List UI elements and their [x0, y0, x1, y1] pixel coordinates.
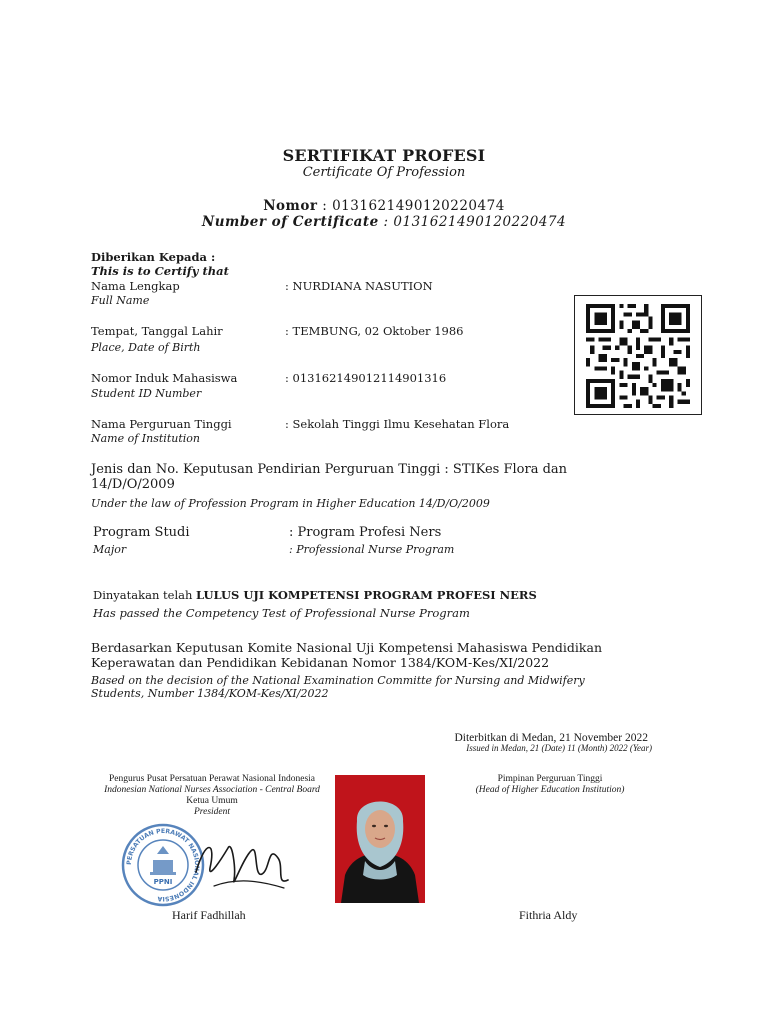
right-org-en: (Head of Higher Education Institution) [475, 785, 625, 795]
passed-statement [93, 588, 537, 602]
given-to-label: Diberikan Kepada : [91, 250, 216, 264]
certificate-number-id: Nomor : 0131621490120220474 [263, 198, 505, 214]
full-name-label-en: Full Name [91, 294, 150, 307]
number-value: 0131621490120220474 [393, 214, 567, 230]
right-signatory-name: Fithria Aldy [519, 908, 578, 922]
number-label: Number of Certificate [201, 214, 379, 230]
birth-value: : TEMBUNG, 02 Oktober 1986 [285, 324, 464, 338]
basis-text [91, 640, 602, 670]
qr-code [574, 295, 702, 415]
left-role: Ketua Umum [186, 796, 238, 806]
full-name-label: Nama Lengkap [91, 279, 180, 293]
basis-en-line-1: Based on the decision of the National Examination Committe for Nursing and Midwifery [91, 674, 585, 687]
program-label-en: Major [93, 543, 127, 556]
left-role-en: President [193, 807, 231, 817]
basis-line-2: Keperawatan dan Pendidikan Kebidanan Nomor 1384/KOM-Kes/XI/2022 [91, 655, 550, 670]
program-label: Program Studi [93, 525, 190, 540]
basis-en-line-2: Students, Number 1384/KOM-Kes/XI/2022 [91, 687, 329, 700]
nomor-label: Nomor [263, 198, 318, 214]
holder-photo [335, 775, 425, 903]
program-value-en: : Professional Nurse Program [289, 543, 455, 556]
right-signatory-header [440, 774, 660, 796]
basis-text-en [91, 674, 585, 700]
full-name-value: : NURDIANA NASUTION [285, 279, 433, 293]
handwritten-signature-icon [188, 828, 298, 898]
passed-statement-en: Has passed the Competency Test of Professional Nurse Program [93, 606, 470, 620]
birth-label-en: Place, Date of Birth [91, 341, 201, 354]
left-signatory-header [92, 774, 332, 818]
right-org: Pimpinan Perguruan Tinggi [497, 774, 603, 784]
program-value: : Program Profesi Ners [289, 525, 442, 540]
institution-label-en: Name of Institution [91, 432, 200, 445]
portrait-icon [335, 775, 425, 903]
passed-title: LULUS UJI KOMPETENSI PROGRAM PROFESI NERS [196, 588, 537, 602]
decree-line-2: 14/D/O/2009 [91, 477, 175, 492]
passed-prefix: Dinyatakan telah [93, 588, 197, 602]
birth-label: Tempat, Tanggal Lahir [91, 324, 223, 338]
student-id-value: : 013162149012114901316 [285, 371, 447, 385]
basis-line-1: Berdasarkan Keputusan Komite Nasional Uji Kompetensi Mahasiswa Pendidikan [91, 640, 602, 655]
institution-value: : Sekolah Tinggi Ilmu Kesehatan Flora [285, 417, 510, 431]
left-org-en: Indonesian National Nurses Association - Central Board [104, 785, 320, 795]
decree-text-en: Under the law of Profession Program in Higher Education 14/D/O/2009 [91, 497, 490, 510]
seal-ring-text: PERSATUAN PERAWAT NASIONAL INDONESIA [125, 827, 201, 903]
signature-scribble [188, 828, 298, 902]
left-org: Pengurus Pusat Persatuan Perawat Nasional Indonesia [108, 774, 316, 784]
decree-line-1: Jenis dan No. Keputusan Pendirian Perguruan Tinggi : STIKes Flora dan [91, 462, 568, 477]
issued-place-date-en: Issued in Medan, 21 (Date) 11 (Month) 2022 (Year) [466, 743, 652, 753]
qr-code-icon [586, 304, 690, 408]
left-signatory-name: Harif Fadhillah [172, 908, 246, 922]
certificate-title: SERTIFIKAT PROFESI [282, 146, 486, 165]
nomor-value: 0131621490120220474 [332, 198, 505, 214]
seal-abbreviation: PPNI [153, 878, 173, 886]
certificate-number-en: Number of Certificate : 0131621490120220474 [201, 214, 567, 230]
certify-label: This is to Certify that [91, 264, 229, 278]
decree-text [91, 462, 567, 492]
student-id-label-en: Student ID Number [91, 387, 202, 400]
certificate-subtitle: Certificate Of Profession [302, 165, 466, 180]
institution-label: Nama Perguruan Tinggi [91, 417, 232, 431]
issued-place-date: Diterbitkan di Medan, 21 November 2022 [454, 732, 648, 744]
student-id-label: Nomor Induk Mahasiswa [91, 371, 238, 385]
